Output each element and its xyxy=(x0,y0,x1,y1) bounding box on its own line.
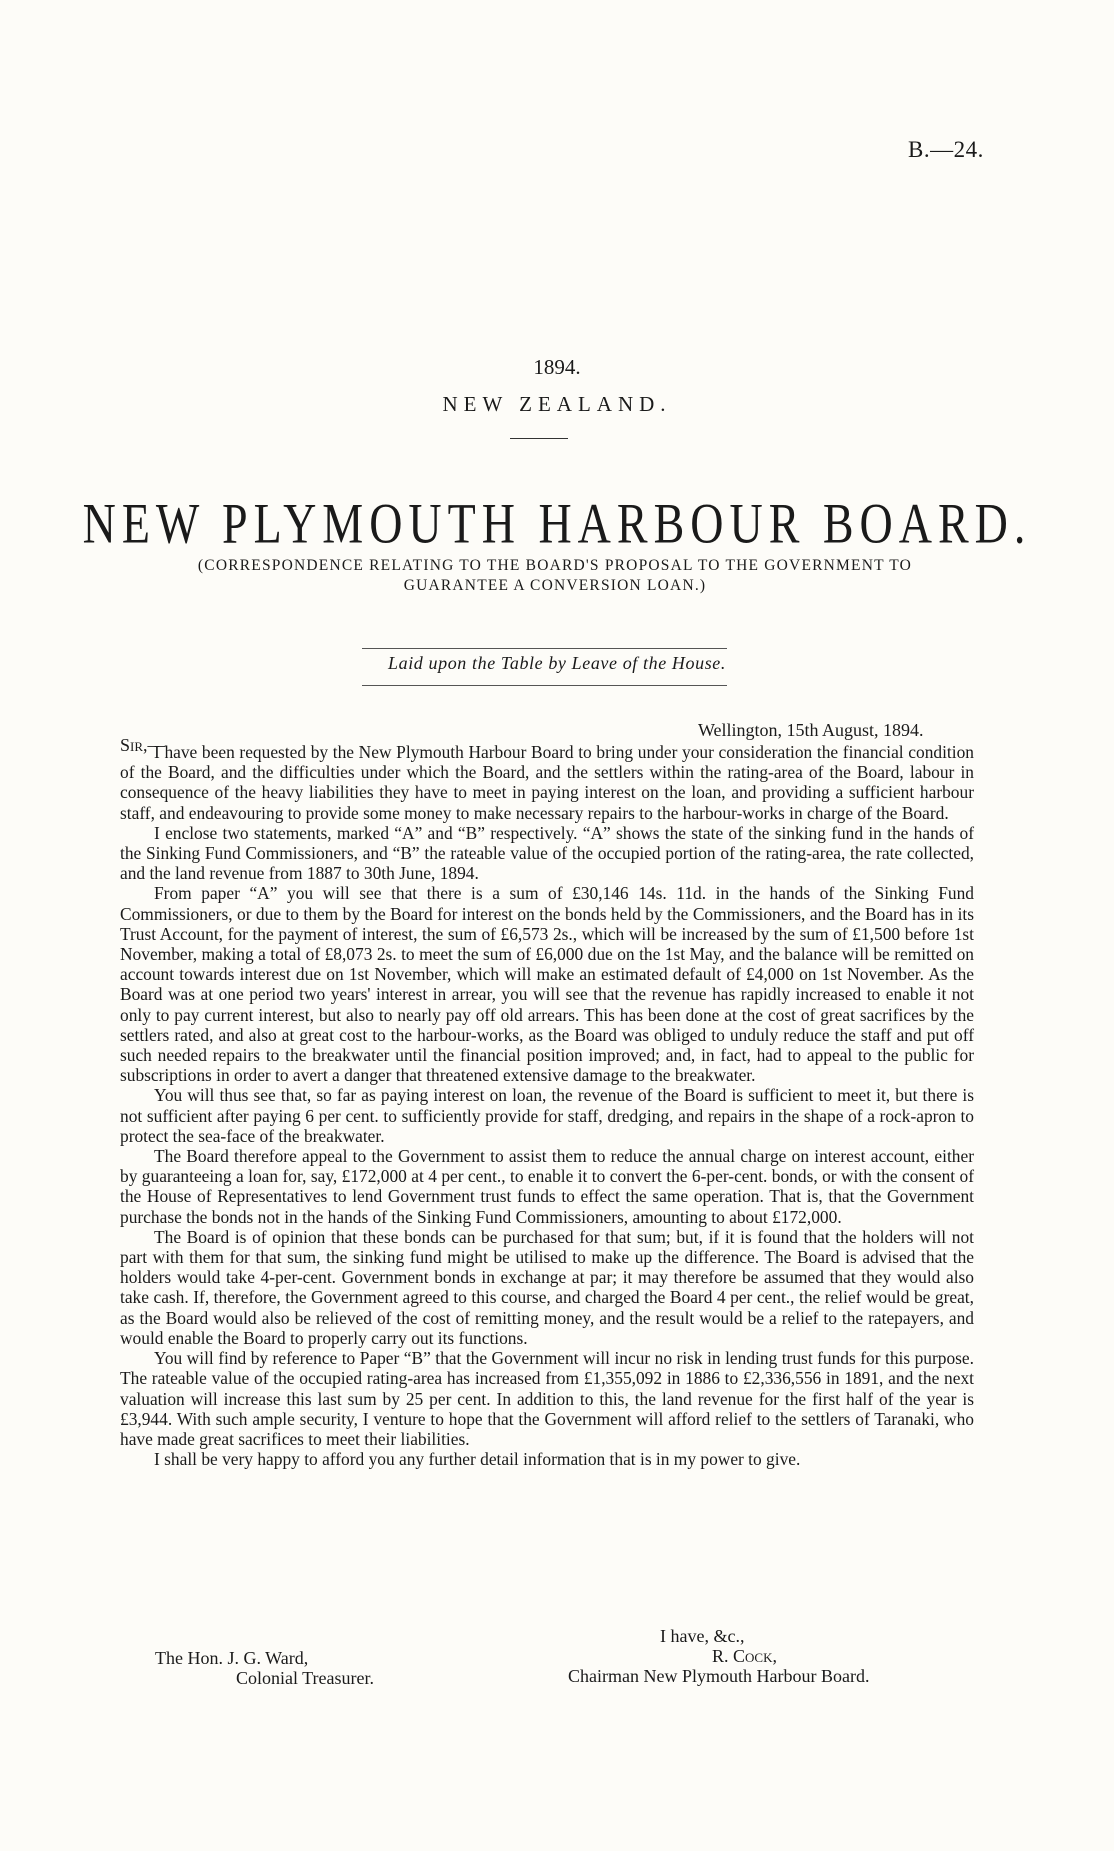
laid-on-table-note: Laid upon the Table by Leave of the House. xyxy=(387,653,726,673)
divider-rule xyxy=(510,438,568,439)
letter-paragraph: From paper “A” you will see that there is a sum of £30,146 14s. 11d. in the hands of the Sinking Fund Commissioners, or due to them by the Board for interest on the bonds held by the Commissioners, and the Board has in its Trust Account, for the payment of interest, the sum of £6,573 2s., which will be increased by the sum of £1,500 before 1st November, making a total of £8,073 2s. to meet the sum of £6,000 due on the 1st May, and the balance will be remitted on account towards interest due on 1st November, which will make an estimated default of £4,000 on 1st November. As the Board was at one period two years' interest in arrear, you will see that the revenue has rapidly increased to enable it not only to pay current interest, but also to nearly pay off old arrears. This has been done at the cost of great sacrifices by the settlers rated, and also at great cost to the harbour-works, as the Board was obliged to unduly reduce the staff and put off such needed repairs to the breakwater until the financial position improved; and, in fact, had to appeal to the public for subscriptions in order to avert a danger that threatened extensive damage to the breakwater. xyxy=(120,883,974,1086)
year-heading: 1894. xyxy=(533,355,581,379)
country-heading: NEW ZEALAND. xyxy=(442,392,672,416)
letter-salutation: Sir,— xyxy=(120,735,166,755)
divider-rule xyxy=(362,685,727,686)
document-title: NEW PLYMOUTH HARBOUR BOARD. xyxy=(82,491,1032,555)
letter-paragraph: The Board therefore appeal to the Government to assist them to reduce the annual charge on interest account, either by guaranteeing a loan for, say, £172,000 at 4 per cent., to enable it to convert the 6-per-cent. bonds, or with the consent of the House of Representatives to lend Government trust funds to effect the same operation. That is, that the Government purchase the bonds not in the hands of the Sinking Fund Commissioners, amounting to about £172,000. xyxy=(120,1146,974,1227)
letter-paragraph: I shall be very happy to afford you any further detail information that is in my power to give. xyxy=(154,1449,801,1470)
letter-paragraph: You will thus see that, so far as paying interest on loan, the revenue of the Board is sufficient to meet it, but there is not sufficient after paying 6 per cent. to sufficiently provide for staff, dredging, and repairs in the shape of a rock-apron to protect the sea-face of the breakwater. xyxy=(120,1085,974,1146)
letter-paragraph: You will find by reference to Paper “B” that the Government will incur no risk in lending trust funds for this purpose. The rateable value of the occupied rating-area has increased from £1,355,092 in 1886 to £2,336,556 in 1891, and the next valuation will increase this last sum by 25 per cent. In addition to this, the land revenue for the first half of the year is £3,944. With such ample security, I venture to hope that the Government will afford relief to the settlers of Taranaki, who have made great sacrifices to meet their liabilities. xyxy=(120,1348,974,1449)
letter-signatory-title: Chairman New Plymouth Harbour Board. xyxy=(568,1666,870,1686)
subtitle-line: GUARANTEE A CONVERSION LOAN.) xyxy=(403,577,707,594)
letter-paragraph: I have been requested by the New Plymouth Harbour Board to bring under your consideration the financial condition of the Board, and the difficulties under which the Board, and the settlers within the rating-area of the Board, labour in consequence of the heavy liabilities they have to meet in paying interest on the loan, and providing a sufficient harbour staff, and endeavouring to provide some money to make necessary repairs to the harbour-works in charge of the Board. xyxy=(120,742,974,823)
letter-paragraph: I enclose two statements, marked “A” and “B” respectively. “A” shows the state of the sinking fund in the hands of the Sinking Fund Commissioners, and “B” the rateable value of the occupied portion of the rating-area, the rate collected, and the land revenue from 1887 to 30th June, 1894. xyxy=(120,822,974,884)
divider-rule xyxy=(362,648,727,649)
letter-dateline: Wellington, 15th August, 1894. xyxy=(698,720,924,740)
letter-addressee: The Hon. J. G. Ward, xyxy=(155,1648,309,1668)
letter-paragraph: The Board is of opinion that these bonds can be purchased for that sum; but, if it is found that the holders will not part with them for that sum, the sinking fund might be utilised to make up the difference. The Board is advised that the holders would take 4-per-cent. Government bonds in exchange at par; it may therefore be assumed that they would also take cash. If, therefore, the Government agreed to this course, and charged the Board 4 per cent., the relief would be great, as the Board would also be relieved of the cost of remitting money, and the result would be a relief to the ratepayers, and would enable the Board to properly carry out its functions. xyxy=(120,1226,974,1348)
letter-body xyxy=(120,742,974,1469)
letter-addressee-title: Colonial Treasurer. xyxy=(236,1668,374,1688)
letter-signatory: R. Cock, xyxy=(712,1646,777,1666)
subtitle-line: (CORRESPONDENCE RELATING TO THE BOARD'S PROPOSAL TO THE GOVERNMENT TO xyxy=(197,557,913,574)
letter-valediction: I have, &c., xyxy=(660,1626,745,1646)
document-subtitle xyxy=(120,556,990,596)
page-reference: B.—24. xyxy=(908,137,984,162)
